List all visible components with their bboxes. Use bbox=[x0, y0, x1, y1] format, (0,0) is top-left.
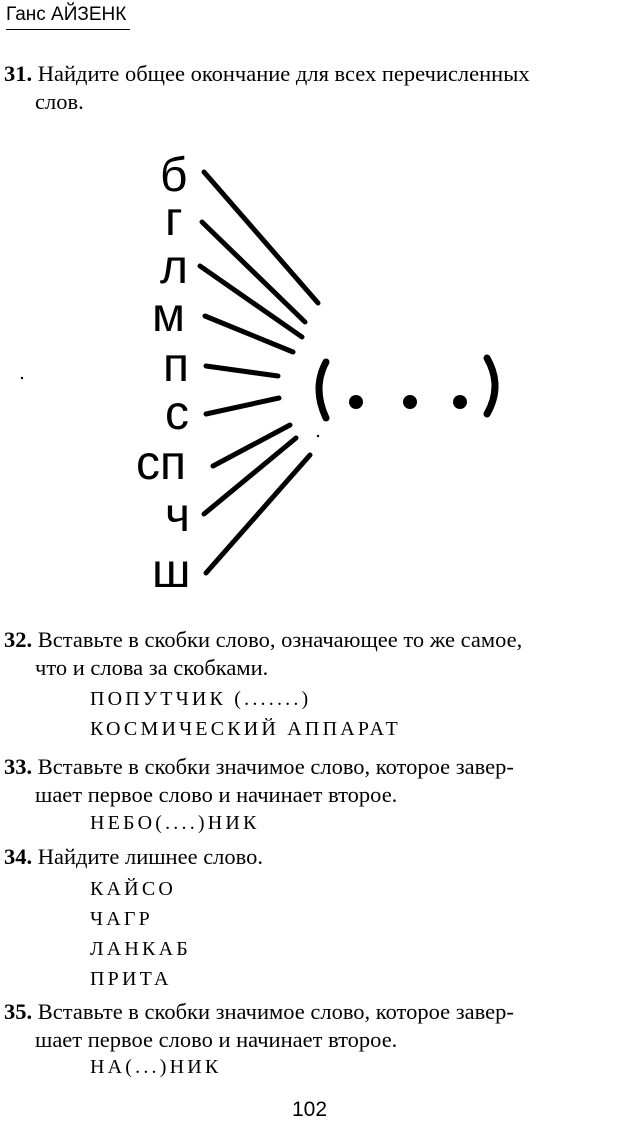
dot bbox=[349, 395, 363, 409]
page-number: 102 bbox=[291, 1098, 328, 1121]
question-number: 32. bbox=[4, 627, 33, 652]
letter-l: л bbox=[160, 241, 189, 294]
question-text: Найдите общее окончание для всех перечисленных bbox=[37, 61, 530, 86]
letter-sh: ш bbox=[152, 545, 191, 598]
connector-line bbox=[206, 366, 278, 376]
bracket-dots bbox=[349, 395, 467, 409]
word-list bbox=[90, 808, 260, 838]
word-item: ЛАНКАБ bbox=[90, 938, 191, 960]
dot bbox=[453, 395, 467, 409]
word-item: ПОПУТЧИК (.......) bbox=[90, 688, 312, 710]
question-number: 33. bbox=[4, 754, 33, 779]
question-34 bbox=[4, 843, 263, 871]
word-list bbox=[90, 1052, 221, 1082]
question-text-continued: шает первое слово и начинает второе. bbox=[35, 782, 398, 807]
word-list bbox=[90, 684, 401, 744]
question-number: 31. bbox=[4, 61, 33, 86]
letter-g: г bbox=[165, 193, 183, 246]
word-item: НЕБО(....)НИК bbox=[90, 812, 260, 834]
question-number: 34. bbox=[4, 844, 33, 869]
word-item: ПРИТА bbox=[90, 968, 172, 990]
question-number: 35. bbox=[4, 999, 33, 1024]
question-text-continued: что и слова за скобками. bbox=[35, 655, 269, 680]
connector-line bbox=[213, 425, 290, 466]
speck bbox=[317, 435, 319, 437]
speck bbox=[21, 377, 23, 379]
letter-m: м bbox=[152, 289, 185, 342]
connector-line bbox=[206, 455, 310, 573]
word-item: КОСМИЧЕСКИЙ АППАРАТ bbox=[90, 718, 401, 740]
word-item: НА(...)НИК bbox=[90, 1056, 222, 1078]
connector-lines bbox=[200, 172, 318, 573]
right-parenthesis bbox=[487, 358, 495, 414]
word-item: ЧАГР bbox=[90, 908, 153, 930]
question-text: Вставьте в скобки слово, означающее то же самое, bbox=[37, 627, 523, 652]
question-text: Вставьте в скобки значимое слово, которое завер- bbox=[37, 999, 514, 1024]
connector-line bbox=[204, 438, 296, 514]
letter-sp: сп bbox=[136, 437, 186, 490]
left-parenthesis bbox=[319, 362, 326, 418]
letter-ch: ч bbox=[165, 489, 191, 542]
question-text: Найдите лишнее слово. bbox=[37, 844, 264, 869]
question-32 bbox=[4, 626, 522, 682]
dot bbox=[403, 395, 417, 409]
letter-s: с bbox=[165, 387, 189, 440]
question-text-continued: шает первое слово и начинает второе. bbox=[35, 1027, 398, 1052]
question-text-continued: слов. bbox=[35, 89, 84, 114]
question-text: Вставьте в скобки значимое слово, которое завер- bbox=[37, 754, 514, 779]
word-item: КАЙСО bbox=[90, 878, 177, 900]
letter-p: п bbox=[163, 339, 189, 392]
connector-line bbox=[206, 398, 279, 414]
letter-b: б bbox=[160, 149, 188, 202]
question-35 bbox=[4, 998, 514, 1054]
running-header: Ганс АЙЗЕНК bbox=[6, 4, 130, 30]
question-33 bbox=[4, 753, 514, 809]
word-list bbox=[90, 874, 191, 994]
